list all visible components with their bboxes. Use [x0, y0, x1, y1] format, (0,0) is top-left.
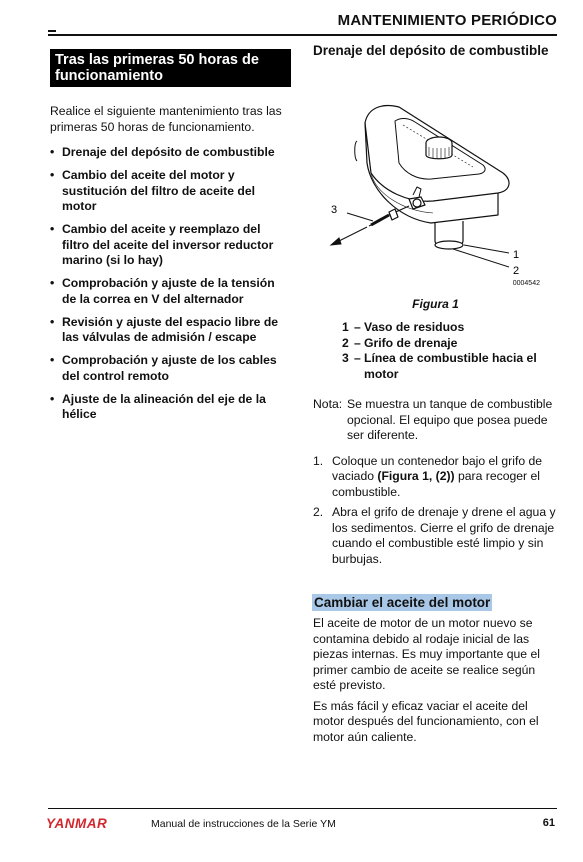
right-column — [313, 42, 558, 745]
legend-item: 3 – Línea de combustible hacia el motor — [342, 351, 537, 381]
callout-1: 1 — [513, 249, 520, 261]
drain-steps — [313, 454, 558, 568]
fuel-tank-illustration — [313, 63, 558, 295]
list-item: • Comprobación y ajuste de los cables del control remoto — [50, 353, 277, 383]
bullet-icon: • — [50, 391, 55, 406]
figure-legend — [313, 320, 558, 382]
yanmar-logo: YANMAR — [46, 816, 108, 831]
drain-section-title: Drenaje del depósito de combustible — [313, 43, 549, 58]
callout-3: 3 — [331, 204, 338, 216]
callout-2: 2 — [513, 265, 520, 277]
list-item: • Cambio del aceite del motor y sustitución del filtro de aceite del motor — [50, 168, 256, 213]
bullet-icon: • — [50, 168, 55, 182]
left-column — [50, 49, 290, 430]
note-text: Se muestra un tanque de combustible opcional. El equipo que posea puede ser diferente. — [347, 397, 553, 442]
section-title: Tras las primeras 50 horas de funcionamiento — [50, 49, 291, 87]
step-item: 1. Coloque un contenedor bajo el grifo de vaciado (Figura 1, (2)) para recoger el combustible. — [313, 453, 543, 499]
footer-rule — [48, 808, 557, 809]
intro-text: Realice el siguiente mantenimiento tras las primeras 50 horas de funcionamiento. — [50, 104, 282, 134]
figure-caption: Figura 1 — [412, 297, 459, 311]
bullet-icon: • — [50, 222, 55, 236]
header-rule — [48, 34, 557, 36]
bullet-icon: • — [50, 145, 55, 159]
bullet-icon: • — [50, 353, 55, 367]
bullet-icon: • — [50, 314, 55, 329]
corner-mark — [48, 30, 56, 32]
page-header-title: MANTENIMIENTO PERIÓDICO — [337, 12, 557, 29]
oil-paragraph: El aceite de motor de un motor nuevo se contamina debido al rodaje inicial de las piezas internas. Es muy importante que el primer cambio de aceite se realice según esté previsto. — [313, 616, 540, 692]
list-item: • Drenaje del depósito de combustible — [50, 145, 275, 159]
fuel-tank-figure — [313, 63, 558, 295]
maintenance-list — [50, 145, 290, 423]
step-item: 2. Abra el grifo de drenaje y drene el agua y los sedimentos. Cierre el grifo de drenaje cuando el combustible esté limpio y sin burbujas. — [313, 505, 556, 566]
note — [313, 397, 558, 444]
page-number: 61 — [542, 817, 555, 829]
list-item: • Revisión y ajuste del espacio libre de las válvulas de admisión / escape — [50, 314, 279, 344]
list-item: • Cambio del aceite y reemplazo del filtro del aceite del inversor reductor marino (si lo hay) — [50, 222, 274, 267]
bullet-icon: • — [50, 276, 55, 290]
legend-item: 2 – Grifo de drenaje — [342, 335, 458, 350]
oil-paragraph: Es más fácil y eficaz vaciar el aceite del motor después del funcionamiento, con el motor aún caliente. — [313, 698, 539, 744]
legend-item: 1 – Vaso de residuos — [342, 320, 465, 334]
footer-manual-title: Manual de instrucciones de la Serie YM — [151, 818, 336, 830]
list-item: • Comprobación y ajuste de la tensión de la correa en V del alternador — [50, 276, 275, 306]
list-item: • Ajuste de la alineación del eje de la hélice — [50, 391, 266, 421]
oil-section-title: Cambiar el aceite del motor — [314, 595, 491, 610]
note-label: Nota: — [313, 397, 343, 411]
figure-code: 0004542 — [512, 280, 540, 287]
